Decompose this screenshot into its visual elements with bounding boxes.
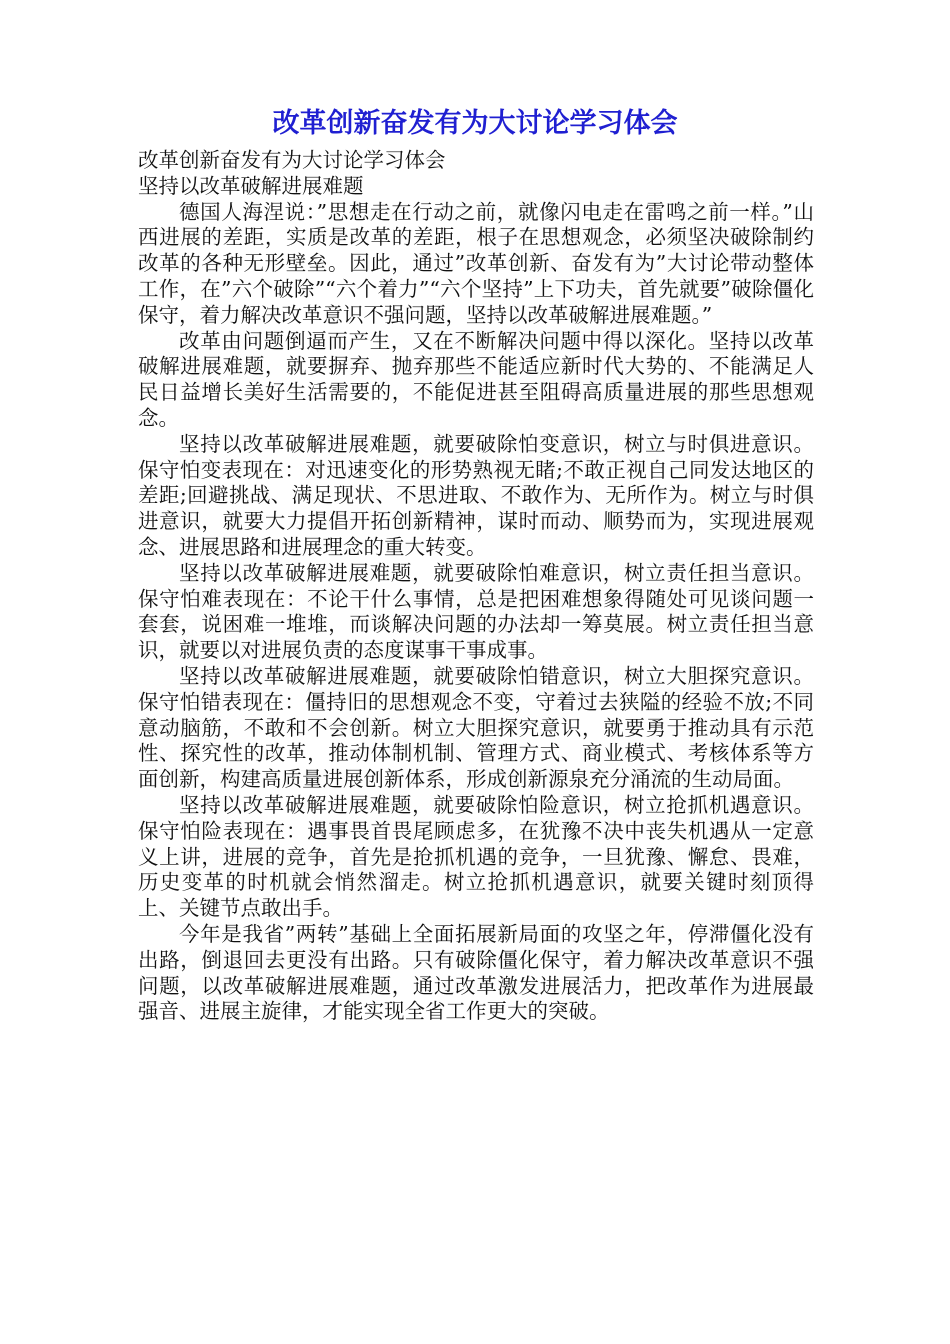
paragraph: 今年是我省”两转”基础上全面拓展新局面的攻坚之年，停滞僵化没有出路，倒退回去更没有出路。只有破除僵化保守，着力解决改革意识不强问题，以改革破解进展难题，通过改革激发进展活力，把改革作为进展最强音、进展主旋律，才能实现全省工作更大的突破。 xyxy=(138,921,814,1024)
paragraph: 坚持以改革破解进展难题，就要破除怕难意识，树立责任担当意识。保守怕难表现在：不论干什么事情，总是把困难想象得随处可见谈问题一套套，说困难一堆堆，而谈解决问题的办法却一筹莫展。树立责任担当意识，就要以对进展负责的态度谋事干事成事。 xyxy=(138,560,814,663)
subtitle-line: 改革创新奋发有为大讨论学习体会 xyxy=(138,148,446,172)
paragraph: 坚持以改革破解进展难题，就要破除怕变意识，树立与时俱进意识。保守怕变表现在：对迅速变化的形势熟视无睹;不敢正视自己同发达地区的差距;回避挑战、满足现状、不思进取、不敢作为、无所作为。树立与时俱进意识，就要大力提倡开拓创新精神，谋时而动、顺势而为，实现进展观念、进展思路和进展理念的重大转变。 xyxy=(138,431,814,559)
document-body xyxy=(138,148,814,1025)
paragraph: 坚持以改革破解进展难题，就要破除怕险意识，树立抢抓机遇意识。保守怕险表现在：遇事畏首畏尾顾虑多，在犹豫不决中丧失机遇从一定意义上讲，进展的竞争，首先是抢抓机遇的竞争，一旦犹豫、懈怠、畏难，历史变革的时机就会悄然溜走。树立抢抓机遇意识，就要关键时刻顶得上、关键节点敢出手。 xyxy=(138,792,814,921)
paragraph: 坚持以改革破解进展难题，就要破除怕错意识，树立大胆探究意识。保守怕错表现在：僵持旧的思想观念不变，守着过去狭隘的经验不放;不同意动脑筋，不敢和不会创新。树立大胆探究意识，就要勇于推动具有示范性、探究性的改革，推动体制机制、管理方式、商业模式、考核体系等方面创新，构建高质量进展创新体系，形成创新源泉充分涌流的生动局面。 xyxy=(138,663,814,792)
paragraph: 德国人海涅说：”思想走在行动之前，就像闪电走在雷鸣之前一样。”山西进展的差距，实质是改革的差距，根子在思想观念，必须坚决破除制约改革的各种无形壁垒。因此，通过”改革创新、奋发有为”大讨论带动整体工作，在”六个破除”“六个着力”“六个坚持”上下功夫，首先就要”破除僵化保守，着力解决改革意识不强问题，坚持以改革破解进展难题。” xyxy=(138,199,814,327)
paragraph: 改革由问题倒逼而产生，又在不断解决问题中得以深化。坚持以改革破解进展难题，就要摒弃、抛弃那些不能适应新时代大势的、不能满足人民日益增长美好生活需要的，不能促进甚至阻碍高质量进展的那些思想观念。 xyxy=(138,328,814,430)
section-heading: 坚持以改革破解进展难题 xyxy=(138,173,364,198)
document-title: 改革创新奋发有为大讨论学习体会 xyxy=(272,108,678,139)
